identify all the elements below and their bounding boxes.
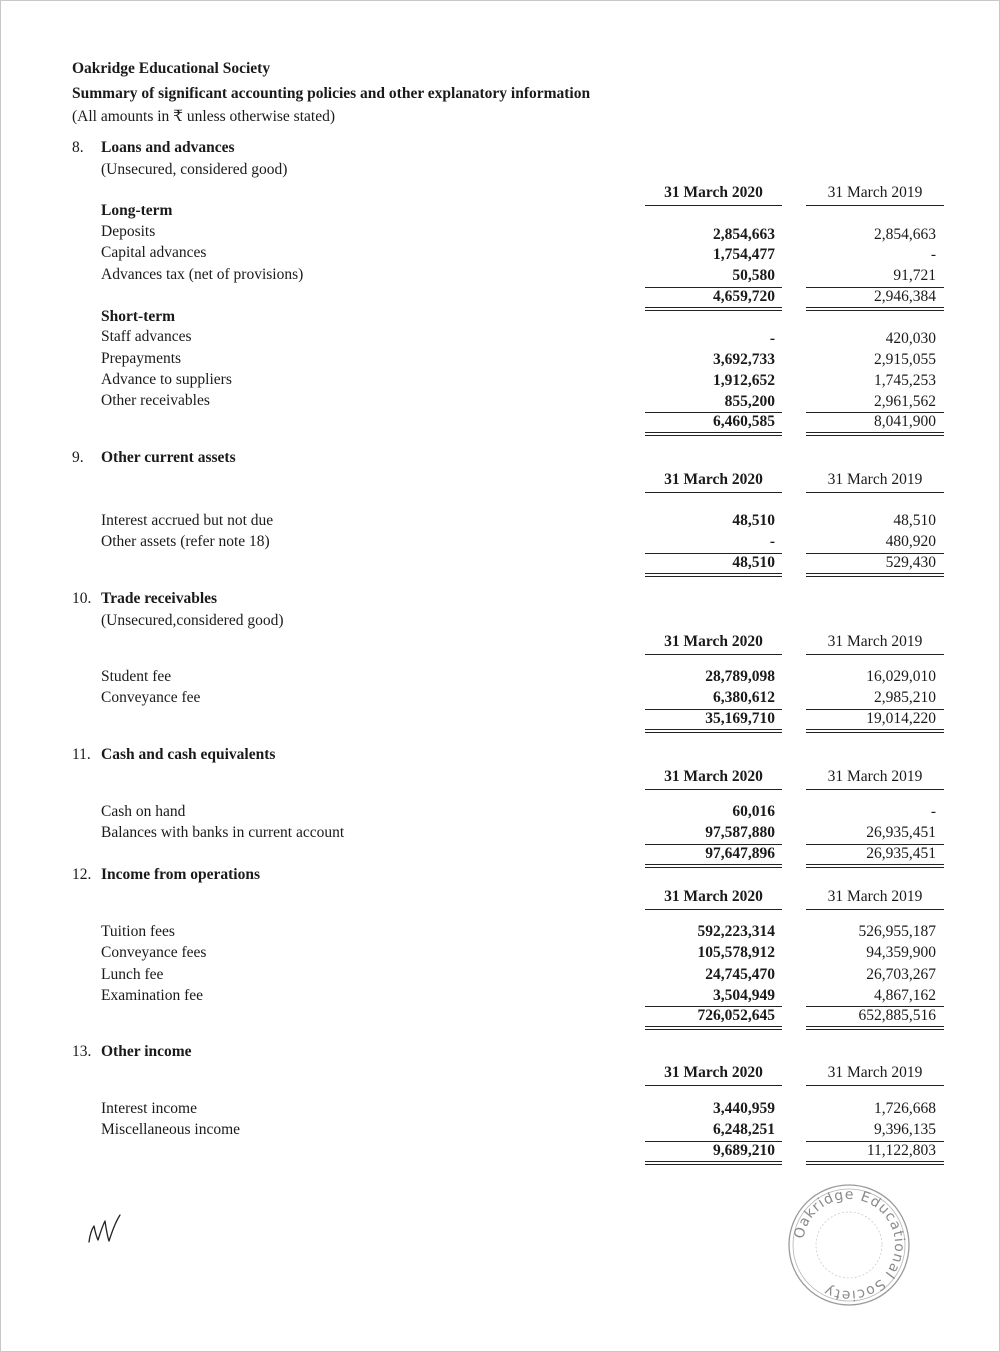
row-label: Prepayments (101, 350, 182, 367)
header-underline (645, 909, 782, 910)
row-label: Miscellaneous income (101, 1121, 241, 1138)
total-double-line (806, 1161, 944, 1165)
total-double-line (806, 1026, 944, 1030)
value-previous: 16,029,010 (866, 668, 936, 685)
row-label: Examination fee (101, 987, 203, 1004)
value-previous: 526,955,187 (858, 923, 936, 940)
section-title: Loans and advances (101, 139, 235, 156)
total-previous: 2,946,384 (874, 288, 936, 305)
row-label: Other assets (refer note 18) (101, 533, 270, 550)
header-underline (645, 789, 782, 790)
total-double-line (645, 864, 782, 868)
row-label: Advance to suppliers (101, 371, 232, 388)
row-label: Other receivables (101, 392, 210, 409)
row-label: Conveyance fees (101, 944, 207, 961)
value-current: 60,016 (732, 803, 775, 820)
total-previous: 529,430 (885, 554, 936, 571)
total-double-line (645, 573, 782, 577)
seal-text: Oakridge Educational Society (791, 1186, 908, 1304)
value-current: 3,440,959 (713, 1100, 775, 1117)
value-current: 24,745,470 (705, 966, 775, 983)
column-header-previous: 31 March 2019 (827, 888, 923, 905)
value-previous: 2,985,210 (874, 689, 936, 706)
value-previous: 420,030 (885, 330, 936, 347)
header-underline (645, 1085, 782, 1086)
header-underline (806, 909, 944, 910)
value-previous: 48,510 (893, 512, 936, 529)
row-label: Cash on hand (101, 803, 186, 820)
value-current: 48,510 (732, 512, 775, 529)
document-title: Summary of significant accounting policies and other explanatory information (72, 85, 591, 102)
column-header-current: 31 March 2020 (664, 471, 763, 488)
total-current: 6,460,585 (713, 413, 775, 430)
section-subtitle: (Unsecured,considered good) (101, 612, 284, 629)
header-underline (806, 205, 944, 206)
organization-seal (784, 1180, 914, 1315)
value-previous: 1,745,253 (874, 372, 936, 389)
total-double-line (806, 573, 944, 577)
group-heading-long-term: Long-term (101, 202, 173, 219)
value-current: 6,380,612 (713, 689, 775, 706)
column-header-current: 31 March 2020 (664, 888, 763, 905)
value-previous: - (930, 246, 936, 263)
section-number: 13. (72, 1043, 92, 1060)
total-double-line (806, 307, 944, 311)
row-label: Deposits (101, 223, 156, 240)
section-title: Other income (101, 1043, 192, 1060)
value-current: 97,587,880 (705, 824, 775, 841)
value-previous: 1,726,668 (874, 1100, 936, 1117)
column-header-current: 31 March 2020 (664, 1064, 763, 1081)
header-underline (806, 789, 944, 790)
section-number: 10. (72, 590, 92, 607)
value-current: 2,854,663 (713, 226, 775, 243)
total-double-line (806, 729, 944, 733)
header-underline (645, 654, 782, 655)
row-label: Conveyance fee (101, 689, 201, 706)
total-current: 97,647,896 (705, 845, 775, 862)
section-number: 11. (72, 746, 91, 763)
row-label: Capital advances (101, 244, 207, 261)
value-previous: 9,396,135 (874, 1121, 936, 1138)
org-name: Oakridge Educational Society (72, 60, 271, 77)
section-title: Cash and cash equivalents (101, 746, 276, 763)
row-label: Interest accrued but not due (101, 512, 274, 529)
total-previous: 652,885,516 (858, 1007, 936, 1024)
section-title: Other current assets (101, 449, 236, 466)
row-label: Advances tax (net of provisions) (101, 266, 304, 283)
value-previous: 2,915,055 (874, 351, 936, 368)
svg-text:Oakridge Educational Society (791, 1187, 907, 1303)
column-header-current: 31 March 2020 (664, 768, 763, 785)
total-current: 48,510 (732, 554, 775, 571)
total-current: 35,169,710 (705, 710, 775, 727)
column-header-previous: 31 March 2019 (827, 184, 923, 201)
value-previous: 2,961,562 (874, 393, 936, 410)
value-current: 105,578,912 (697, 944, 775, 961)
total-current: 726,052,645 (697, 1007, 775, 1024)
value-current: 50,580 (732, 267, 775, 284)
value-previous: 26,935,451 (866, 824, 936, 841)
value-current: 3,692,733 (713, 351, 775, 368)
total-previous: 8,041,900 (874, 413, 936, 430)
header-underline (806, 492, 944, 493)
column-header-previous: 31 March 2019 (827, 471, 923, 488)
value-previous: 26,703,267 (866, 966, 936, 983)
total-double-line (645, 729, 782, 733)
value-current: 855,200 (724, 393, 775, 410)
value-current: - (769, 330, 775, 347)
row-label: Student fee (101, 668, 172, 685)
value-previous: 480,920 (885, 533, 936, 550)
header-underline (806, 654, 944, 655)
section-title: Trade receivables (101, 590, 218, 607)
header-underline (645, 205, 782, 206)
total-previous: 26,935,451 (866, 845, 936, 862)
value-current: 1,754,477 (713, 246, 775, 263)
total-double-line (645, 1026, 782, 1030)
header-underline (645, 492, 782, 493)
value-current: 592,223,314 (697, 923, 775, 940)
total-double-line (645, 307, 782, 311)
value-current: 1,912,652 (713, 372, 775, 389)
column-header-previous: 31 March 2019 (827, 768, 923, 785)
total-double-line (645, 1161, 782, 1165)
value-previous: 2,854,663 (874, 226, 936, 243)
section-number: 12. (72, 866, 92, 883)
column-header-previous: 31 March 2019 (827, 1064, 923, 1081)
value-previous: 94,359,900 (866, 944, 936, 961)
section-subtitle: (Unsecured, considered good) (101, 161, 288, 178)
section-number: 9. (72, 449, 84, 466)
total-previous: 19,014,220 (866, 710, 936, 727)
total-double-line (645, 432, 782, 436)
total-previous: 11,122,803 (866, 1142, 936, 1159)
amounts-note: (All amounts in ₹ unless otherwise stated) (72, 108, 335, 125)
value-previous: 91,721 (893, 267, 936, 284)
row-label: Tuition fees (101, 923, 175, 940)
total-current: 4,659,720 (713, 288, 775, 305)
group-heading-short-term: Short-term (101, 308, 176, 325)
header-underline (806, 1085, 944, 1086)
total-current: 9,689,210 (713, 1142, 775, 1159)
row-label: Staff advances (101, 328, 192, 345)
value-current: 3,504,949 (713, 987, 775, 1004)
total-double-line (806, 864, 944, 868)
value-current: 28,789,098 (705, 668, 775, 685)
row-label: Interest income (101, 1100, 197, 1117)
column-header-current: 31 March 2020 (664, 633, 763, 650)
row-label: Lunch fee (101, 966, 164, 983)
row-label: Balances with banks in current account (101, 824, 345, 841)
section-number: 8. (72, 139, 84, 156)
column-header-current: 31 March 2020 (664, 184, 763, 201)
value-current: - (769, 533, 775, 550)
value-current: 6,248,251 (713, 1121, 775, 1138)
value-previous: 4,867,162 (874, 987, 936, 1004)
total-double-line (806, 432, 944, 436)
value-previous: - (930, 803, 936, 820)
section-title: Income from operations (101, 866, 260, 883)
signature-initials (86, 1212, 126, 1253)
column-header-previous: 31 March 2019 (827, 633, 923, 650)
